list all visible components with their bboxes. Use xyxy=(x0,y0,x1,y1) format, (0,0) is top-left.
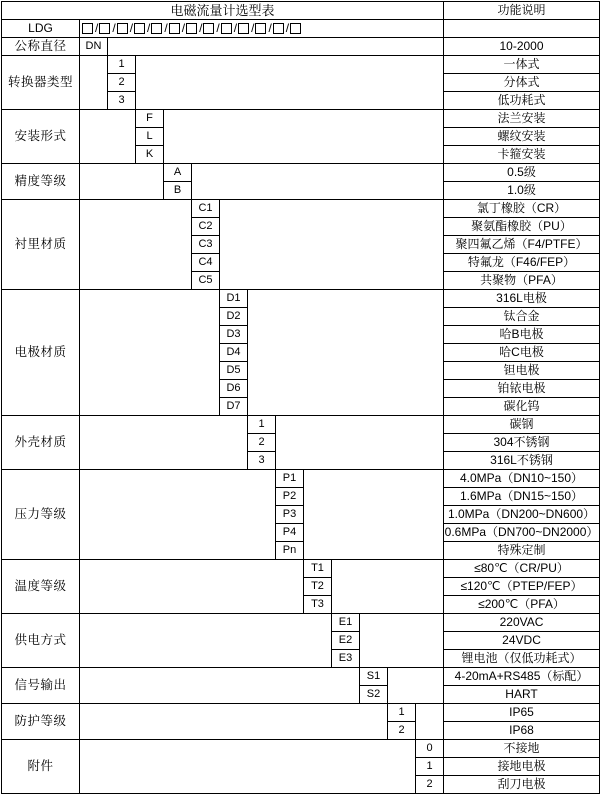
blank-cell xyxy=(80,614,332,668)
category-nominal-diameter: 公称直径 xyxy=(2,38,80,56)
category-accessory: 附件 xyxy=(2,740,80,794)
table-title: 电磁流量计选型表 xyxy=(2,2,444,20)
code-install-k: K xyxy=(136,146,164,164)
desc-lining-c4: 特氟龙（F46/FEP） xyxy=(444,254,600,272)
blank-cell xyxy=(80,56,108,110)
code-pressure-p1: P1 xyxy=(276,470,304,488)
code-shell-3: 3 xyxy=(248,452,276,470)
desc-electrode-d7: 碳化钨 xyxy=(444,398,600,416)
desc-signal-s1: 4-20mA+RS485（标配） xyxy=(444,668,600,686)
code-lining-c2: C2 xyxy=(192,218,220,236)
blank-cell xyxy=(108,38,444,56)
category-signal-output: 信号输出 xyxy=(2,668,80,704)
table-row xyxy=(2,200,600,218)
code-box-9: / xyxy=(233,21,249,36)
code-pressure-pn: Pn xyxy=(276,542,304,560)
code-lining-c3: C3 xyxy=(192,236,220,254)
model-code-row xyxy=(2,20,600,38)
desc-shell-1: 碳钢 xyxy=(444,416,600,434)
desc-install-l: 螺纹安装 xyxy=(444,128,600,146)
desc-lining-c2: 聚氨酯橡胶（PU） xyxy=(444,218,600,236)
code-box-6: / xyxy=(181,21,197,36)
blank-cell xyxy=(192,164,444,200)
code-protection-2: 2 xyxy=(388,722,416,740)
desc-electrode-d2: 钛合金 xyxy=(444,308,600,326)
spec-table xyxy=(1,1,600,794)
code-electrode-d3: D3 xyxy=(220,326,248,344)
code-pressure-p3: P3 xyxy=(276,506,304,524)
code-lining-c5: C5 xyxy=(192,272,220,290)
code-boxes xyxy=(80,20,443,37)
code-shell-1: 1 xyxy=(248,416,276,434)
table-row xyxy=(2,560,600,578)
table-row xyxy=(2,164,600,182)
category-install-form: 安装形式 xyxy=(2,110,80,164)
code-electrode-d6: D6 xyxy=(220,380,248,398)
code-box-4: / xyxy=(146,21,162,36)
table-title-row xyxy=(2,2,600,20)
table-row xyxy=(2,668,600,686)
code-box-2: / xyxy=(111,21,127,36)
code-accessory-1: 1 xyxy=(416,758,444,776)
model-code-prefix: LDG xyxy=(2,20,80,38)
code-accuracy-b: B xyxy=(164,182,192,200)
blank-cell xyxy=(80,200,192,290)
desc-accessory-0: 不接地 xyxy=(444,740,600,758)
desc-power-e3: 锂电池（仅低功耗式） xyxy=(444,650,600,668)
code-accuracy-a: A xyxy=(164,164,192,182)
desc-pressure-p4: 0.6MPa（DN700~DN2000） xyxy=(444,524,600,542)
code-converter-2: 2 xyxy=(108,74,136,92)
code-protection-1: 1 xyxy=(388,704,416,722)
selection-table-sheet xyxy=(0,1,600,791)
code-accessory-0: 0 xyxy=(416,740,444,758)
blank-cell xyxy=(136,56,444,110)
blank-cell xyxy=(276,416,444,470)
desc-signal-s2: HART xyxy=(444,686,600,704)
desc-column-title: 功能说明 xyxy=(444,2,600,20)
desc-converter-3: 低功耗式 xyxy=(444,92,600,110)
blank-cell xyxy=(80,668,360,704)
desc-lining-c3: 聚四氟乙烯（F4/PTFE） xyxy=(444,236,600,254)
code-power-e3: E3 xyxy=(332,650,360,668)
desc-electrode-d3: 哈B电极 xyxy=(444,326,600,344)
blank-cell xyxy=(304,470,444,560)
blank-cell xyxy=(80,416,248,470)
table-row xyxy=(2,56,600,74)
category-electrode-material: 电极材质 xyxy=(2,290,80,416)
code-temp-t1: T1 xyxy=(304,560,332,578)
desc-pressure-p2: 1.6MPa（DN15~150） xyxy=(444,488,600,506)
blank-cell xyxy=(80,110,136,164)
category-power-supply: 供电方式 xyxy=(2,614,80,668)
table-row xyxy=(2,290,600,308)
code-accessory-2: 2 xyxy=(416,776,444,794)
desc-converter-2: 分体式 xyxy=(444,74,600,92)
table-row xyxy=(2,110,600,128)
category-temperature-class: 温度等级 xyxy=(2,560,80,614)
desc-pressure-p3: 1.0MPa（DN200~DN600） xyxy=(444,506,600,524)
code-install-l: L xyxy=(136,128,164,146)
blank-cell xyxy=(80,164,164,200)
blank-cell xyxy=(80,290,220,416)
desc-converter-1: 一体式 xyxy=(444,56,600,74)
desc-temp-t2: ≤120℃（PTEP/FEP） xyxy=(444,578,600,596)
desc-install-k: 卡箍安装 xyxy=(444,146,600,164)
blank-cell xyxy=(80,560,304,614)
blank-cell xyxy=(164,110,444,164)
code-electrode-d4: D4 xyxy=(220,344,248,362)
category-accuracy-class: 精度等级 xyxy=(2,164,80,200)
code-pressure-p2: P2 xyxy=(276,488,304,506)
table-row xyxy=(2,614,600,632)
blank-cell xyxy=(332,560,444,614)
code-converter-3: 3 xyxy=(108,92,136,110)
code-lining-c4: C4 xyxy=(192,254,220,272)
desc-spacer xyxy=(444,20,600,38)
desc-pressure-pn: 特殊定制 xyxy=(444,542,600,560)
category-protection-class: 防护等级 xyxy=(2,704,80,740)
code-power-e1: E1 xyxy=(332,614,360,632)
code-dn: DN xyxy=(80,38,108,56)
blank-cell xyxy=(80,740,416,794)
blank-cell xyxy=(80,704,388,740)
desc-protection-2: IP68 xyxy=(444,722,600,740)
desc-electrode-d5: 钽电极 xyxy=(444,362,600,380)
code-box-5: / xyxy=(163,21,179,36)
code-install-f: F xyxy=(136,110,164,128)
blank-cell xyxy=(416,704,444,740)
category-converter-type: 转换器类型 xyxy=(2,56,80,110)
code-box-7: / xyxy=(198,21,214,36)
table-row xyxy=(2,704,600,722)
code-pressure-p4: P4 xyxy=(276,524,304,542)
blank-cell xyxy=(388,668,444,704)
code-electrode-d1: D1 xyxy=(220,290,248,308)
code-temp-t2: T2 xyxy=(304,578,332,596)
code-boxes-cell xyxy=(80,20,444,38)
code-shell-2: 2 xyxy=(248,434,276,452)
code-electrode-d5: D5 xyxy=(220,362,248,380)
table-row xyxy=(2,740,600,758)
category-lining-material: 衬里材质 xyxy=(2,200,80,290)
code-box-11: / xyxy=(267,21,283,36)
desc-protection-1: IP65 xyxy=(444,704,600,722)
code-lining-c1: C1 xyxy=(192,200,220,218)
code-converter-1: 1 xyxy=(108,56,136,74)
code-electrode-d7: D7 xyxy=(220,398,248,416)
desc-temp-t3: ≤200℃（PFA） xyxy=(444,596,600,614)
desc-lining-c1: 氯丁橡胶（CR） xyxy=(444,200,600,218)
desc-pressure-p1: 4.0MPa（DN10~150） xyxy=(444,470,600,488)
desc-electrode-d1: 316L电极 xyxy=(444,290,600,308)
desc-electrode-d4: 哈C电极 xyxy=(444,344,600,362)
blank-cell xyxy=(360,614,444,668)
code-temp-t3: T3 xyxy=(304,596,332,614)
desc-accuracy-a: 0.5级 xyxy=(444,164,600,182)
desc-accessory-1: 接地电极 xyxy=(444,758,600,776)
desc-shell-2: 304不锈钢 xyxy=(444,434,600,452)
code-signal-s1: S1 xyxy=(360,668,388,686)
desc-temp-t1: ≤80℃（CR/PU） xyxy=(444,560,600,578)
desc-install-f: 法兰安装 xyxy=(444,110,600,128)
category-pressure-class: 压力等级 xyxy=(2,470,80,560)
desc-accuracy-b: 1.0级 xyxy=(444,182,600,200)
code-box-10: / xyxy=(250,21,266,36)
blank-cell xyxy=(220,200,444,290)
desc-electrode-d6: 铂铱电极 xyxy=(444,380,600,398)
code-box-3: / xyxy=(129,21,145,36)
table-row xyxy=(2,416,600,434)
code-box-8: / xyxy=(215,21,231,36)
table-row xyxy=(2,38,600,56)
blank-cell xyxy=(248,290,444,416)
table-row xyxy=(2,470,600,488)
desc-shell-3: 316L不锈钢 xyxy=(444,452,600,470)
code-box-12: / xyxy=(285,21,301,36)
code-signal-s2: S2 xyxy=(360,686,388,704)
desc-power-e2: 24VDC xyxy=(444,632,600,650)
blank-cell xyxy=(80,470,276,560)
desc-lining-c5: 共聚物（PFA） xyxy=(444,272,600,290)
code-box-0 xyxy=(82,23,93,34)
desc-dn: 10-2000 xyxy=(444,38,600,56)
code-power-e2: E2 xyxy=(332,632,360,650)
desc-accessory-2: 刮刀电极 xyxy=(444,776,600,794)
code-electrode-d2: D2 xyxy=(220,308,248,326)
category-shell-material: 外壳材质 xyxy=(2,416,80,470)
desc-power-e1: 220VAC xyxy=(444,614,600,632)
code-box-1: / xyxy=(94,21,110,36)
